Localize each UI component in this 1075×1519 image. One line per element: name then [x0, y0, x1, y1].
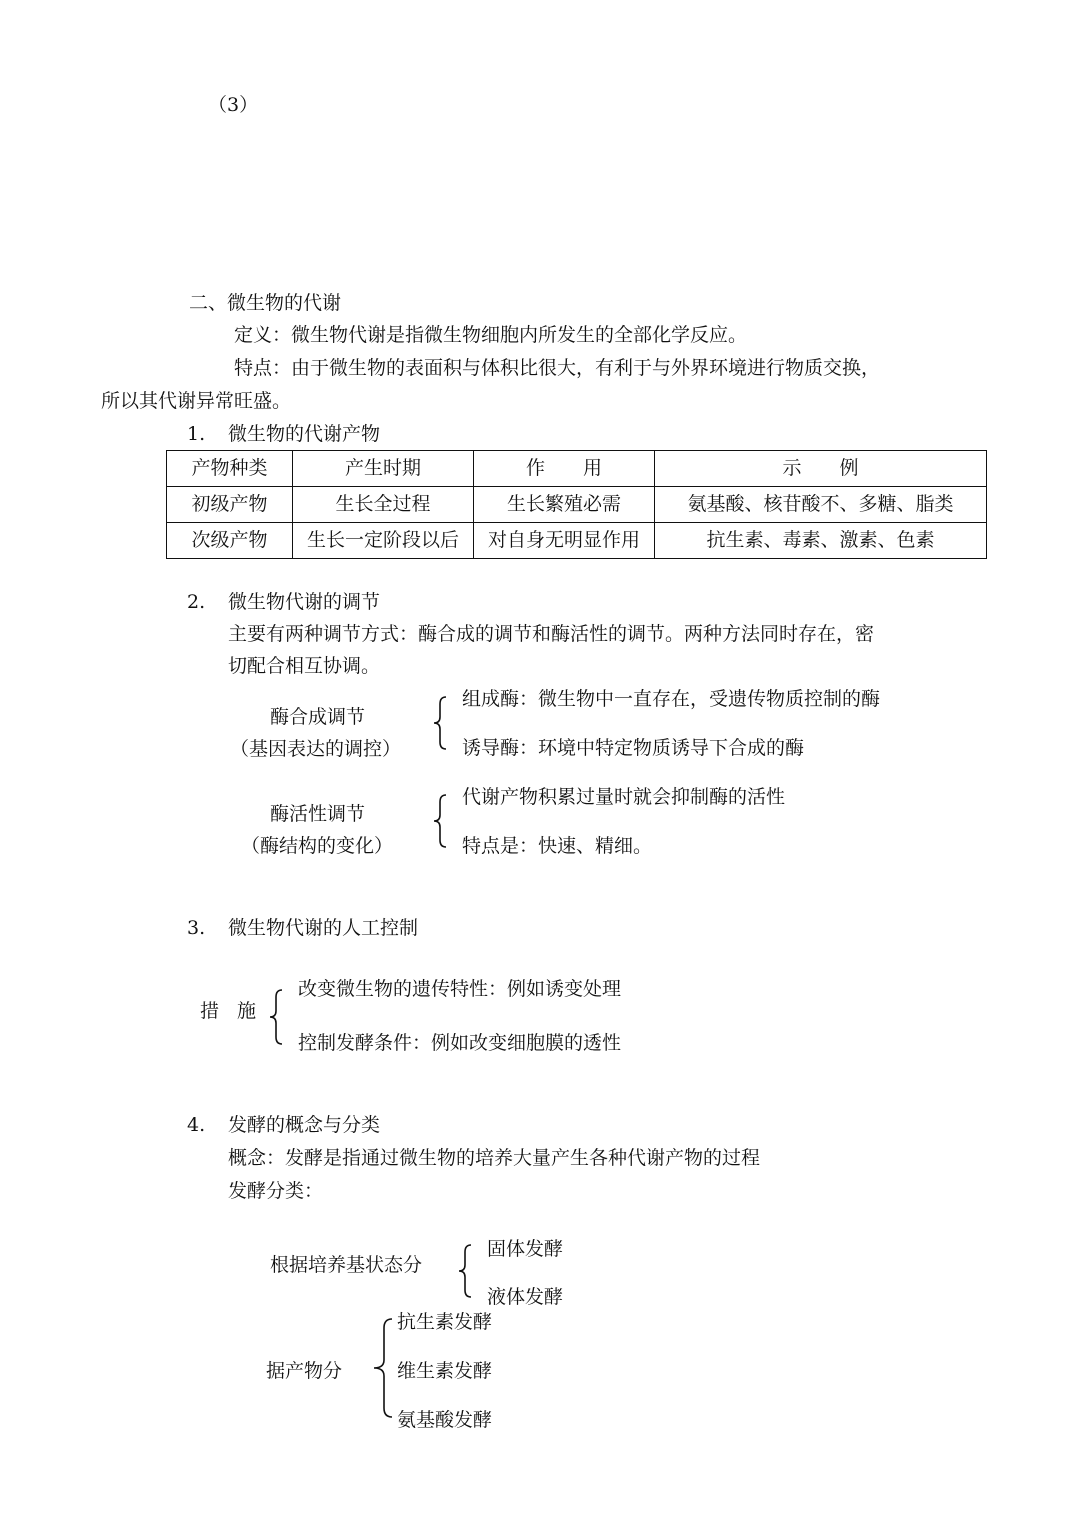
medium-state-label: 根据培养基状态分 [270, 1254, 423, 1276]
enzyme-activity-sublabel: （酶结构的变化） [241, 835, 394, 857]
inducible-enzyme-text: 诱导酶：环境中特定物质诱导下合成的酶 [462, 737, 805, 759]
brace-icon [266, 988, 290, 1046]
vitamin-fermentation-text: 维生素发酵 [397, 1360, 493, 1382]
measure-genetic-text: 改变微生物的遗传特性：例如诱变处理 [298, 978, 622, 1000]
measure-conditions-text: 控制发酵条件：例如改变细胞膜的透性 [298, 1032, 622, 1054]
amino-acid-fermentation-text: 氨基酸发酵 [397, 1409, 493, 1431]
brace-icon [455, 1243, 479, 1299]
antibiotic-fermentation-text: 抗生素发酵 [397, 1311, 493, 1333]
feature-text-line2: 所以其代谢异常旺盛。 [101, 390, 292, 412]
liquid-fermentation-text: 液体发酵 [487, 1286, 564, 1308]
section-heading: 二、微生物的代谢 [189, 292, 342, 314]
fermentation-classify-label: 发酵分类： [228, 1180, 324, 1202]
definition-text: 定义：微生物代谢是指微生物细胞内所发生的全部化学反应。 [234, 324, 748, 346]
table-header-cell: 示 例 [655, 451, 987, 487]
item3-title: 微生物代谢的人工控制 [228, 917, 419, 939]
enzyme-synthesis-sublabel: （基因表达的调控） [230, 738, 402, 760]
item2-title: 微生物代谢的调节 [228, 591, 381, 613]
table-header-cell: 产生时期 [293, 451, 474, 487]
table-row [167, 523, 987, 559]
fermentation-concept: 概念：发酵是指通过微生物的培养大量产生各种代谢产物的过程 [228, 1147, 761, 1169]
item2-desc-line2: 切配合相互协调。 [228, 655, 381, 677]
table-header-row [167, 451, 987, 487]
solid-fermentation-text: 固体发酵 [487, 1238, 564, 1260]
top-label: （3） [208, 94, 259, 116]
table-cell: 生长繁殖必需 [474, 487, 655, 523]
brace-icon [366, 1316, 396, 1420]
brace-icon [430, 695, 454, 751]
products-table [166, 450, 987, 559]
item2-number: 2. [187, 591, 206, 613]
measures-label: 措 施 [200, 1000, 263, 1022]
table-header-cell: 作 用 [474, 451, 655, 487]
item1-number: 1. [187, 423, 206, 445]
feature-text-line1: 特点：由于微生物的表面积与体积比很大，有利于与外界环境进行物质交换， [234, 357, 881, 379]
enzyme-activity-label: 酶活性调节 [270, 803, 366, 825]
table-cell: 抗生素、毒素、激素、色素 [655, 523, 987, 559]
table-cell: 生长全过程 [293, 487, 474, 523]
item2-desc-line1: 主要有两种调节方式：酶合成的调节和酶活性的调节。两种方法同时存在，密 [228, 623, 875, 645]
table-row [167, 487, 987, 523]
table-cell: 氨基酸、核苷酸不、多糖、脂类 [655, 487, 987, 523]
table-header-cell: 产物种类 [167, 451, 293, 487]
table-cell: 生长一定阶段以后 [293, 523, 474, 559]
item3-number: 3. [187, 917, 206, 939]
activity-inhibition-text: 代谢产物积累过量时就会抑制酶的活性 [462, 786, 786, 808]
constitutive-enzyme-text: 组成酶：微生物中一直存在，受遗传物质控制的酶 [462, 688, 881, 710]
enzyme-synthesis-label: 酶合成调节 [270, 706, 366, 728]
item1-title: 微生物的代谢产物 [228, 423, 381, 445]
table-cell: 次级产物 [167, 523, 293, 559]
table-cell: 对自身无明显作用 [474, 523, 655, 559]
item4-number: 4. [187, 1114, 206, 1136]
brace-icon [430, 793, 454, 849]
activity-feature-text: 特点是：快速、精细。 [462, 835, 653, 857]
table-cell: 初级产物 [167, 487, 293, 523]
product-type-label: 据产物分 [266, 1360, 343, 1382]
item4-title: 发酵的概念与分类 [228, 1114, 381, 1136]
